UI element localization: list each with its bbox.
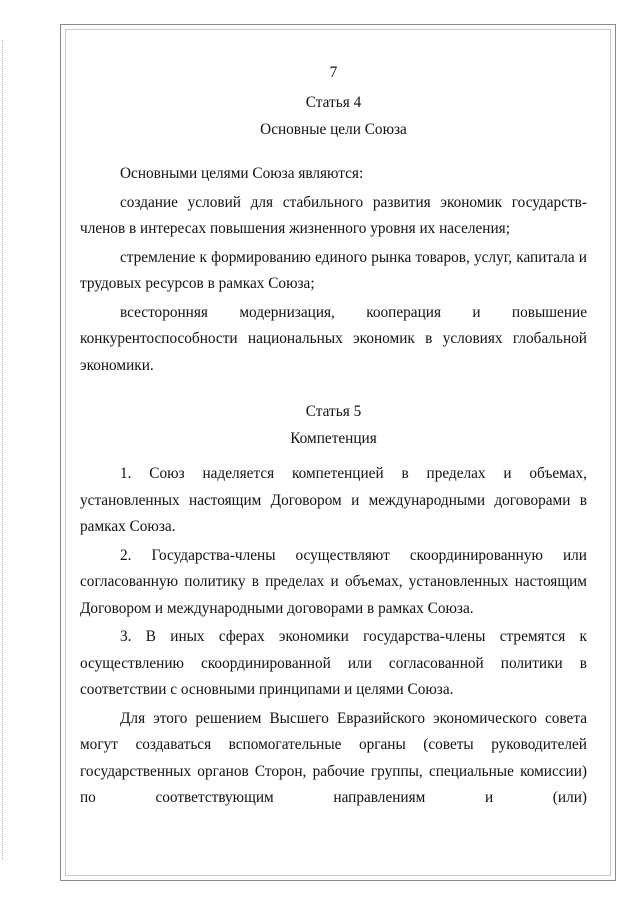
- scan-edge-mark: [2, 40, 4, 860]
- article-5-paragraph: 1. Союз наделяется компетенцией в пределах и объемах, установленных настоящим Договором и международными договорами в рамках Союза.: [80, 465, 587, 535]
- article-5-title: Статья 5: [305, 403, 362, 420]
- article-4-paragraph: Основными целями Союза являются:: [120, 165, 364, 182]
- article-5-paragraph: 2. Государства-члены осуществляют скоординированную или согласованную политику в пределах и объемах, установленных настоящим Договором и международными договорами в рамках Союза.: [80, 546, 587, 617]
- article-4-subtitle: Основные цели Союза: [260, 120, 407, 138]
- article-4-title: Статья 4: [305, 94, 362, 111]
- article-5-paragraph: Для этого решением Высшего Евразийского экономического совета могут создаваться вспомогательные органы (советы руководителей государственных органов Сторон, рабочие группы, специальные комиссии) по соответствующим направлениям и (или): [80, 709, 587, 806]
- document-body: [80, 60, 587, 812]
- article-5-paragraph: 3. В иных сферах экономики государства-члены стремятся к осуществлению скоординированной или согласованной политики в соответствии с основными принципами и целями Союза.: [80, 628, 587, 698]
- article-4-paragraph: всесторонняя модернизация, кооперация и повышение конкурентоспособности национальных экономик в условиях глобальной экономики.: [80, 303, 587, 374]
- article-4-paragraph: создание условий для стабильного развития экономик государств-членов в интересах повышения жизненного уровня их населения;: [80, 193, 587, 237]
- page-number: 7: [329, 64, 338, 81]
- article-4-paragraph: стремление к формированию единого рынка товаров, услуг, капитала и трудовых ресурсов в рамках Союза;: [80, 248, 587, 292]
- article-5-subtitle: Компетенция: [290, 429, 377, 447]
